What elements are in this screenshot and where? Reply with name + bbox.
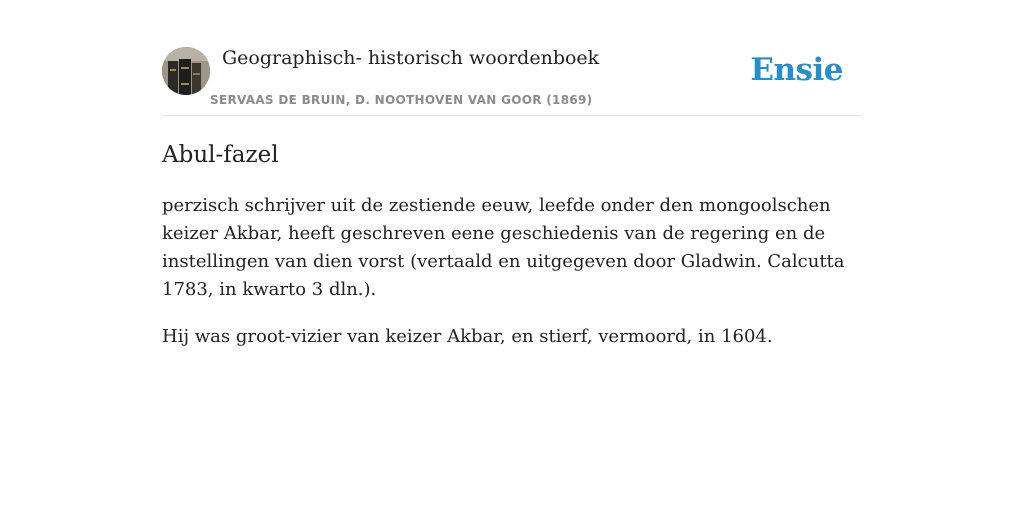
entry-body bbox=[162, 192, 862, 351]
entry-paragraph: perzisch schrijver uit de zestiende eeuw, leefde onder den mongoolschen keizer Akbar, heeft geschreven eene geschiedenis van de regering en de instellingen van dien vorst (vertaald en uitgegeven door Gladwin. Calcutta 1783, in kwarto 3 dln.). bbox=[162, 195, 845, 300]
book-cover-icon[interactable] bbox=[162, 47, 210, 95]
book-author-year: SERVAAS DE BRUIN, D. NOOTHOVEN VAN GOOR (1869) bbox=[210, 93, 593, 107]
entry-card bbox=[162, 40, 862, 351]
entry-title: Abul-fazel bbox=[162, 142, 279, 168]
entry-header bbox=[162, 40, 862, 116]
brand-logo[interactable]: Ensie bbox=[750, 52, 843, 88]
entry-paragraph: Hij was groot-vizier van keizer Akbar, en stierf, vermoord, in 1604. bbox=[162, 326, 773, 347]
book-title[interactable]: Geographisch- historisch woordenboek bbox=[222, 47, 600, 69]
